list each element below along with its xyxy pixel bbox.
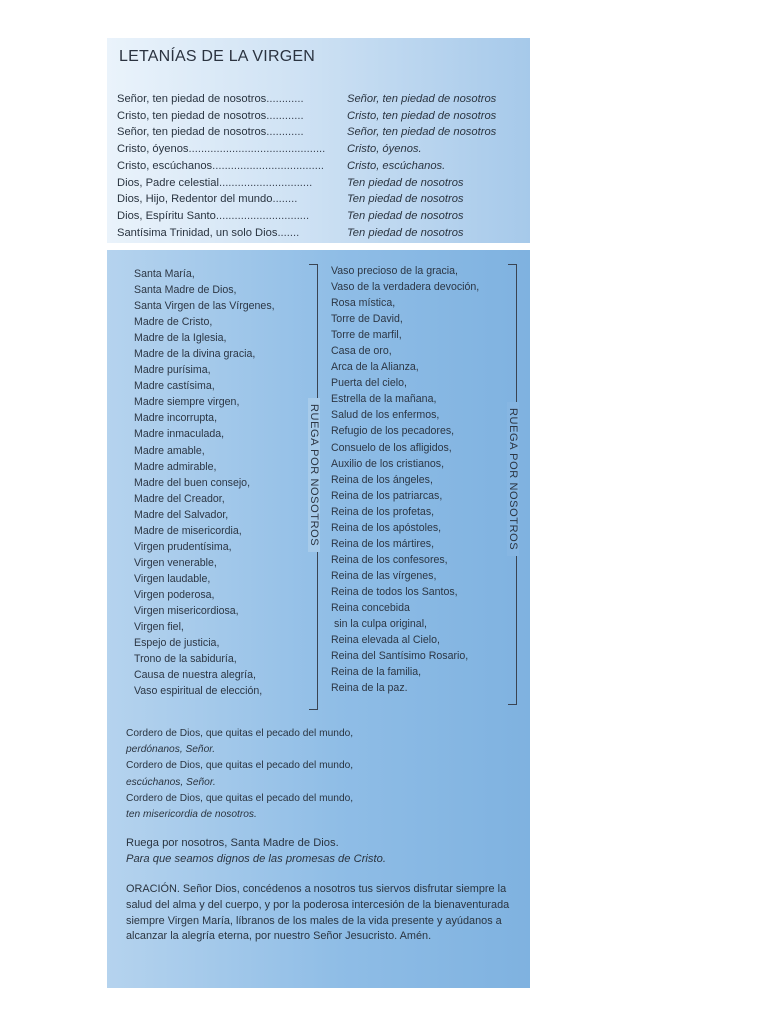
intro-row: [117, 175, 496, 192]
invocation-line: Torre de marfil,: [331, 329, 402, 342]
invocation-line: Torre de David,: [331, 313, 403, 326]
invocation-line: Vaso de la verdadera devoción,: [331, 281, 480, 294]
intro-left-cell: [117, 91, 347, 108]
agnus-response: perdónanos, Señor.: [126, 744, 216, 756]
intro-response: Ten piedad de nosotros: [347, 226, 464, 239]
ruega-response: Para que seamos dignos de las promesas de Cristo.: [126, 853, 386, 865]
invocation-line: Madre incorrupta,: [134, 412, 218, 425]
intro-invocation: Santísima Trinidad, un solo Dios: [117, 226, 278, 239]
invocation-line: Causa de nuestra alegría,: [134, 669, 256, 682]
invocation-line: Madre del buen consejo,: [134, 476, 251, 489]
intro-dot-leader: ..............................: [218, 176, 313, 189]
litany-main-panel: [107, 250, 530, 988]
invocation-line: Virgen laudable,: [134, 572, 211, 585]
ruega-line: Ruega por nosotros, Santa Madre de Dios.: [126, 837, 339, 849]
invocation-line: Virgen misericordiosa,: [134, 604, 239, 617]
invocation-line: Santa María,: [134, 268, 195, 280]
intro-response: Ten piedad de nosotros: [347, 193, 464, 206]
invocation-line: Madre admirable,: [134, 460, 217, 473]
invocation-line: Madre del Salvador,: [134, 508, 229, 521]
agnus-response: ten misericordia de nosotros.: [126, 809, 257, 821]
intro-left-cell: [117, 208, 347, 225]
agnus-dei-section: [126, 726, 353, 823]
intro-row: [117, 208, 496, 225]
intro-response: Señor, ten piedad de nosotros: [347, 93, 497, 105]
invocation-line: Reina de los ángeles,: [331, 473, 433, 486]
intro-row: [117, 91, 496, 108]
invocation-line: Reina de los mártires,: [331, 537, 435, 550]
intro-response: Cristo, ten piedad de nosotros: [347, 109, 497, 122]
intro-invocation: Señor, ten piedad de nosotros: [117, 93, 267, 105]
intro-row: [117, 158, 496, 175]
litany-intro-panel: [107, 38, 530, 243]
agnus-response: escúchanos, Señor.: [126, 776, 216, 788]
intro-response: Cristo, escúchanos.: [347, 159, 446, 172]
intro-row: [117, 124, 496, 141]
intro-response: Señor, ten piedad de nosotros: [347, 126, 497, 139]
invocation-line: Salud de los enfermos,: [331, 409, 440, 422]
invocation-line: Vaso espiritual de elección,: [134, 685, 263, 698]
agnus-line: Cordero de Dios, que quitas el pecado del mundo,: [126, 728, 354, 739]
invocation-line: Reina de la paz.: [331, 682, 408, 695]
intro-left-cell: [117, 108, 347, 125]
intro-row: [117, 108, 496, 125]
intro-invocation: Dios, Padre celestial: [117, 176, 219, 189]
intro-invocation: Cristo, ten piedad de nosotros: [117, 109, 267, 122]
invocation-line: Puerta del cielo,: [331, 377, 407, 390]
intro-row: [117, 225, 496, 242]
invocation-line: Madre de misericordia,: [134, 524, 242, 537]
invocations-right-column: [331, 263, 479, 696]
agnus-line: Cordero de Dios, que quitas el pecado del mundo,: [126, 760, 354, 772]
invocation-line: Refugio de los pecadores,: [331, 425, 455, 438]
response-label-right: RUEGA POR NOSOTROS: [507, 402, 519, 556]
invocation-line: Reina de los profetas,: [331, 505, 435, 518]
invocation-line: Auxilio de los cristianos,: [331, 457, 445, 470]
invocation-line: Madre de la divina gracia,: [134, 348, 256, 361]
intro-left-cell: [117, 141, 347, 158]
intro-list: [117, 91, 496, 241]
invocation-line: Reina de los patriarcas,: [331, 489, 443, 502]
invocation-line: Virgen prudentísima,: [134, 540, 232, 553]
invocation-line: sin la culpa original,: [331, 618, 427, 631]
invocation-line: Reina de los apóstoles,: [331, 521, 442, 534]
invocation-line: Santa Madre de Dios,: [134, 284, 237, 297]
intro-row: [117, 191, 496, 208]
invocation-line: Madre del Creador,: [134, 492, 225, 505]
intro-dot-leader: .......: [277, 226, 300, 239]
invocation-line: Madre inmaculada,: [134, 428, 225, 441]
invocation-line: Reina de todos los Santos,: [331, 585, 458, 598]
invocation-line: Madre purísima,: [134, 364, 211, 377]
invocation-line: Estrella de la mañana,: [331, 393, 437, 406]
intro-left-cell: [117, 191, 347, 208]
intro-invocation: Cristo, escúchanos: [117, 159, 213, 172]
agnus-line: Cordero de Dios, que quitas el pecado del mundo,: [126, 792, 354, 804]
intro-invocation: Señor, ten piedad de nosotros: [117, 126, 267, 139]
invocation-line: Arca de la Alianza,: [331, 361, 419, 374]
intro-dot-leader: ............: [266, 93, 304, 105]
invocation-line: Reina de la familia,: [331, 666, 422, 679]
intro-left-cell: [117, 225, 347, 242]
invocation-line: Vaso precioso de la gracia,: [331, 265, 459, 277]
intro-dot-leader: ........: [272, 193, 298, 206]
invocation-line: Virgen poderosa,: [134, 588, 215, 601]
intro-response: Cristo, óyenos.: [347, 143, 422, 156]
invocation-line: Madre de la Iglesia,: [134, 332, 227, 345]
invocation-line: Virgen venerable,: [134, 556, 217, 569]
invocation-line: Rosa mística,: [331, 297, 396, 310]
intro-invocation: Cristo, óyenos: [117, 143, 189, 156]
intro-left-cell: [117, 175, 347, 192]
intro-dot-leader: ............................................: [188, 143, 326, 156]
invocation-line: Espejo de justicia,: [134, 637, 220, 650]
response-label-left: RUEGA POR NOSOTROS: [308, 398, 320, 552]
intro-dot-leader: ....................................: [212, 159, 325, 172]
invocation-line: Madre amable,: [134, 444, 205, 457]
intro-row: [117, 141, 496, 158]
invocation-line: Madre castísima,: [134, 380, 215, 393]
intro-response: Ten piedad de nosotros: [347, 209, 464, 222]
closing-prayer: ORACIÓN. Señor Dios, concédenos a nosotros tus siervos disfrutar siempre la salud del alma y del cuerpo, y por la poderosa intercesión de la bienaventurada siempre Virgen María, líbranos de los males de la vida presente y ayúdanos a alcanzar la alegría eterna, por nuestro Señor Jesucristo. Amén.: [126, 883, 510, 943]
invocations-left-column: [134, 266, 275, 699]
intro-left-cell: [117, 158, 347, 175]
page-title: LETANÍAS DE LA VIRGEN: [119, 48, 315, 65]
intro-invocation: Dios, Espíritu Santo: [117, 209, 216, 222]
invocation-line: Madre de Cristo,: [134, 316, 213, 329]
intro-dot-leader: ..............................: [215, 209, 310, 222]
invocation-line: Reina de los confesores,: [331, 553, 448, 566]
intro-response: Ten piedad de nosotros: [347, 176, 464, 189]
ruega-section: [126, 835, 386, 867]
intro-dot-leader: ............: [266, 109, 304, 122]
invocation-line: Consuelo de los afligidos,: [331, 441, 452, 454]
invocation-line: Casa de oro,: [331, 345, 392, 358]
invocation-line: Reina elevada al Cielo,: [331, 634, 440, 647]
invocation-line: Reina de las vírgenes,: [331, 569, 437, 582]
intro-left-cell: [117, 124, 347, 141]
invocation-line: Reina concebida: [331, 601, 410, 614]
invocation-line: Virgen fiel,: [134, 621, 184, 634]
intro-invocation: Dios, Hijo, Redentor del mundo: [117, 193, 273, 206]
invocation-line: Trono de la sabiduría,: [134, 653, 237, 666]
invocation-line: Reina del Santísimo Rosario,: [331, 650, 469, 663]
intro-dot-leader: ............: [266, 126, 304, 139]
invocation-line: Santa Virgen de las Vírgenes,: [134, 300, 275, 313]
invocation-line: Madre siempre virgen,: [134, 396, 240, 409]
